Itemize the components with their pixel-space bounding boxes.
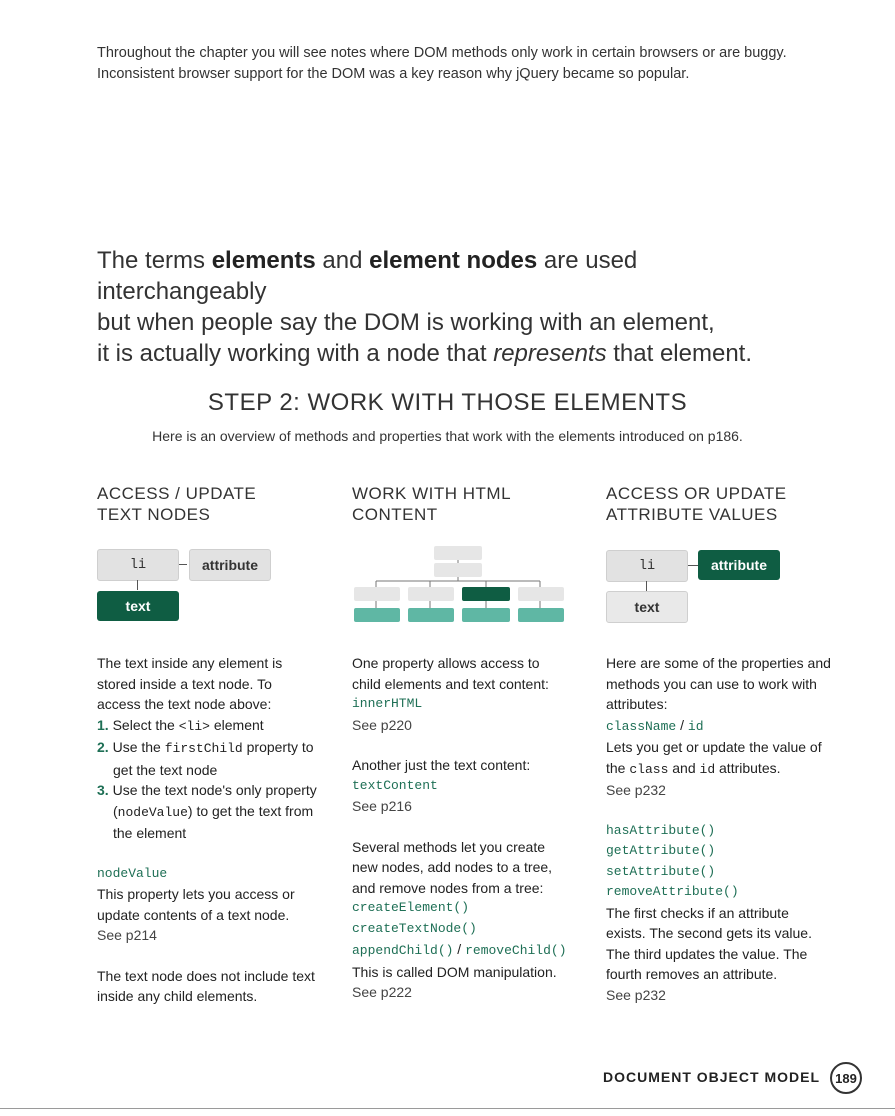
tree-node [518,587,564,601]
page-reference: See p220 [352,716,412,733]
callout-line-3 [97,338,797,369]
createtextnode-code: createTextNode() [352,920,477,936]
appendchild-code: appendChild() [352,943,454,958]
removeattribute-code: removeAttribute() [606,884,739,899]
text-node [606,591,688,623]
tree-leaf-text [354,608,400,622]
append-remove-line [352,939,572,962]
tree-node [408,587,454,601]
attribute-node-label: attribute [711,557,767,573]
page-reference: See p232 [606,782,666,798]
tree-node-highlighted [462,587,510,601]
step-text: Use the text node's only property ( [112,782,317,819]
callout-bold-element-nodes: element nodes [369,247,538,274]
step-number: 1. [97,716,109,733]
connector-line [646,581,647,591]
innerhtml-code: innerHTML [352,696,423,711]
desc-text: and [668,759,700,776]
attribute-node-label: attribute [202,557,258,573]
callout-bold-elements: elements [211,247,316,274]
page-reference: See p232 [606,986,666,1003]
col3-heading [606,483,846,525]
callout-text: are used interchangeably [97,247,638,305]
page-reference: See p216 [352,798,412,814]
page-reference: See p214 [97,927,157,943]
tree-node-root [434,546,482,560]
classname-code: className [606,718,677,734]
col1-step-1 [97,715,317,738]
connector-line [688,565,698,566]
attribute-node [189,549,271,581]
step-text: property to get the text node [113,739,314,778]
step-code: nodeValue [117,804,188,820]
desc-text: Lets you get or update the value of the [606,739,822,776]
tree-node [354,587,400,601]
classname-id-description [606,737,831,780]
step-number: 3. [97,782,109,798]
getattribute-code: getAttribute() [606,843,716,858]
step-code: <li> [178,718,210,734]
attributes-intro: Here are some of the properties and methods you can use to work with attributes: [606,655,831,712]
tree-leaf-text [462,608,510,622]
section-subtitle: Here is an overview of methods and properties that work with the elements introduced on p186. [152,428,743,444]
setattribute-code: setAttribute() [606,863,716,879]
nodevalue-description: This property lets you access or update contents of a text node. [97,886,295,923]
text-node-highlighted [97,591,179,621]
li-node-label: li [638,558,656,574]
desc-text: attributes. [715,759,781,776]
callout-emphasis: represents [493,340,607,367]
col1-heading-line-2: TEXT NODES [97,505,211,524]
attribute-methods-description: The first checks if an attribute exists. The second gets its value. The third updates the value. The fourth removes an attribute. [606,904,812,982]
callout-text: it is actually working with a node that [97,340,494,367]
connector-line [137,580,138,590]
callout-line-2: but when people say the DOM is working with an element, [97,309,715,336]
col1-heading [97,483,337,525]
intro-line-1: Throughout the chapter you will see notes where DOM methods only work in certain browsers or are buggy. [97,45,787,61]
class-code: class [629,761,669,777]
col3-body [606,653,831,1005]
classname-id-line [606,715,831,738]
col3-diagram [606,547,786,627]
callout-line-1 [97,245,797,307]
separator: / [676,716,688,733]
col1-diagram [97,547,277,627]
intro-line-2: Inconsistent browser support for the DOM was a key reason why jQuery became so popular. [97,66,690,82]
page-reference: See p222 [352,984,412,1000]
step-text: element [209,716,264,733]
li-node [606,550,688,582]
callout-quote [97,245,797,369]
tree-node-child [434,563,482,577]
createelement-code: createElement() [352,900,470,915]
col1-note: The text node does not include text inside any child elements. [97,967,315,1004]
text-node-label: text [125,598,151,614]
col2-body [352,653,572,1003]
col1-step-2 [97,737,317,780]
col1-steps [97,715,317,844]
tree-leaf-text [408,608,454,622]
attribute-node-highlighted [698,550,780,580]
step-text: Use the [112,739,165,755]
col2-heading [352,483,592,525]
page-number: 189 [830,1062,862,1094]
separator: / [453,941,466,957]
callout-text: and [315,247,370,274]
col1-heading-line-1: ACCESS / UPDATE [97,484,257,503]
textcontent-code: textContent [352,777,438,793]
innerhtml-description: One property allows access to child elements and text content: [352,655,549,692]
step-text: Select the [112,716,179,733]
textcontent-description: Another just the text content: [352,757,531,773]
bottom-rule [0,1108,895,1109]
li-node-label: li [129,557,147,573]
connector-line [179,564,187,565]
step-number: 2. [97,739,109,755]
nodevalue-code: nodeValue [97,865,168,881]
manipulation-description: Several methods let you create new nodes, add nodes to a tree, and remove nodes from a tree: [352,838,553,896]
tree-leaf-text [518,608,564,622]
col3-heading-line-2: ATTRIBUTE VALUES [606,505,778,524]
dom-tree-diagram [352,543,568,627]
col2-heading-line-1: WORK WITH HTML [352,484,512,503]
text-node-label: text [634,599,660,615]
callout-text: The terms [97,247,212,274]
col2-heading-line-2: CONTENT [352,505,438,524]
id-code: id [699,761,716,777]
step-text: ) to get the text from the element [113,802,314,841]
intro-note [97,43,817,85]
hasattribute-code: hasAttribute() [606,822,716,838]
manipulation-note: This is called DOM manipulation. [352,963,557,980]
li-node [97,549,179,581]
callout-text: that element. [606,340,753,367]
removechild-code: removeChild() [465,943,567,958]
col3-heading-line-1: ACCESS OR UPDATE [606,484,787,503]
col1-intro-text: The text inside any element is stored inside a text node. To access the text node above: [97,655,283,712]
col1-body [97,653,317,1007]
step-code: firstChild [164,741,243,756]
running-footer: DOCUMENT OBJECT MODEL [603,1069,820,1085]
section-heading: STEP 2: WORK WITH THOSE ELEMENTS [207,389,688,416]
col1-step-3 [97,780,317,844]
id-code: id [687,718,704,734]
